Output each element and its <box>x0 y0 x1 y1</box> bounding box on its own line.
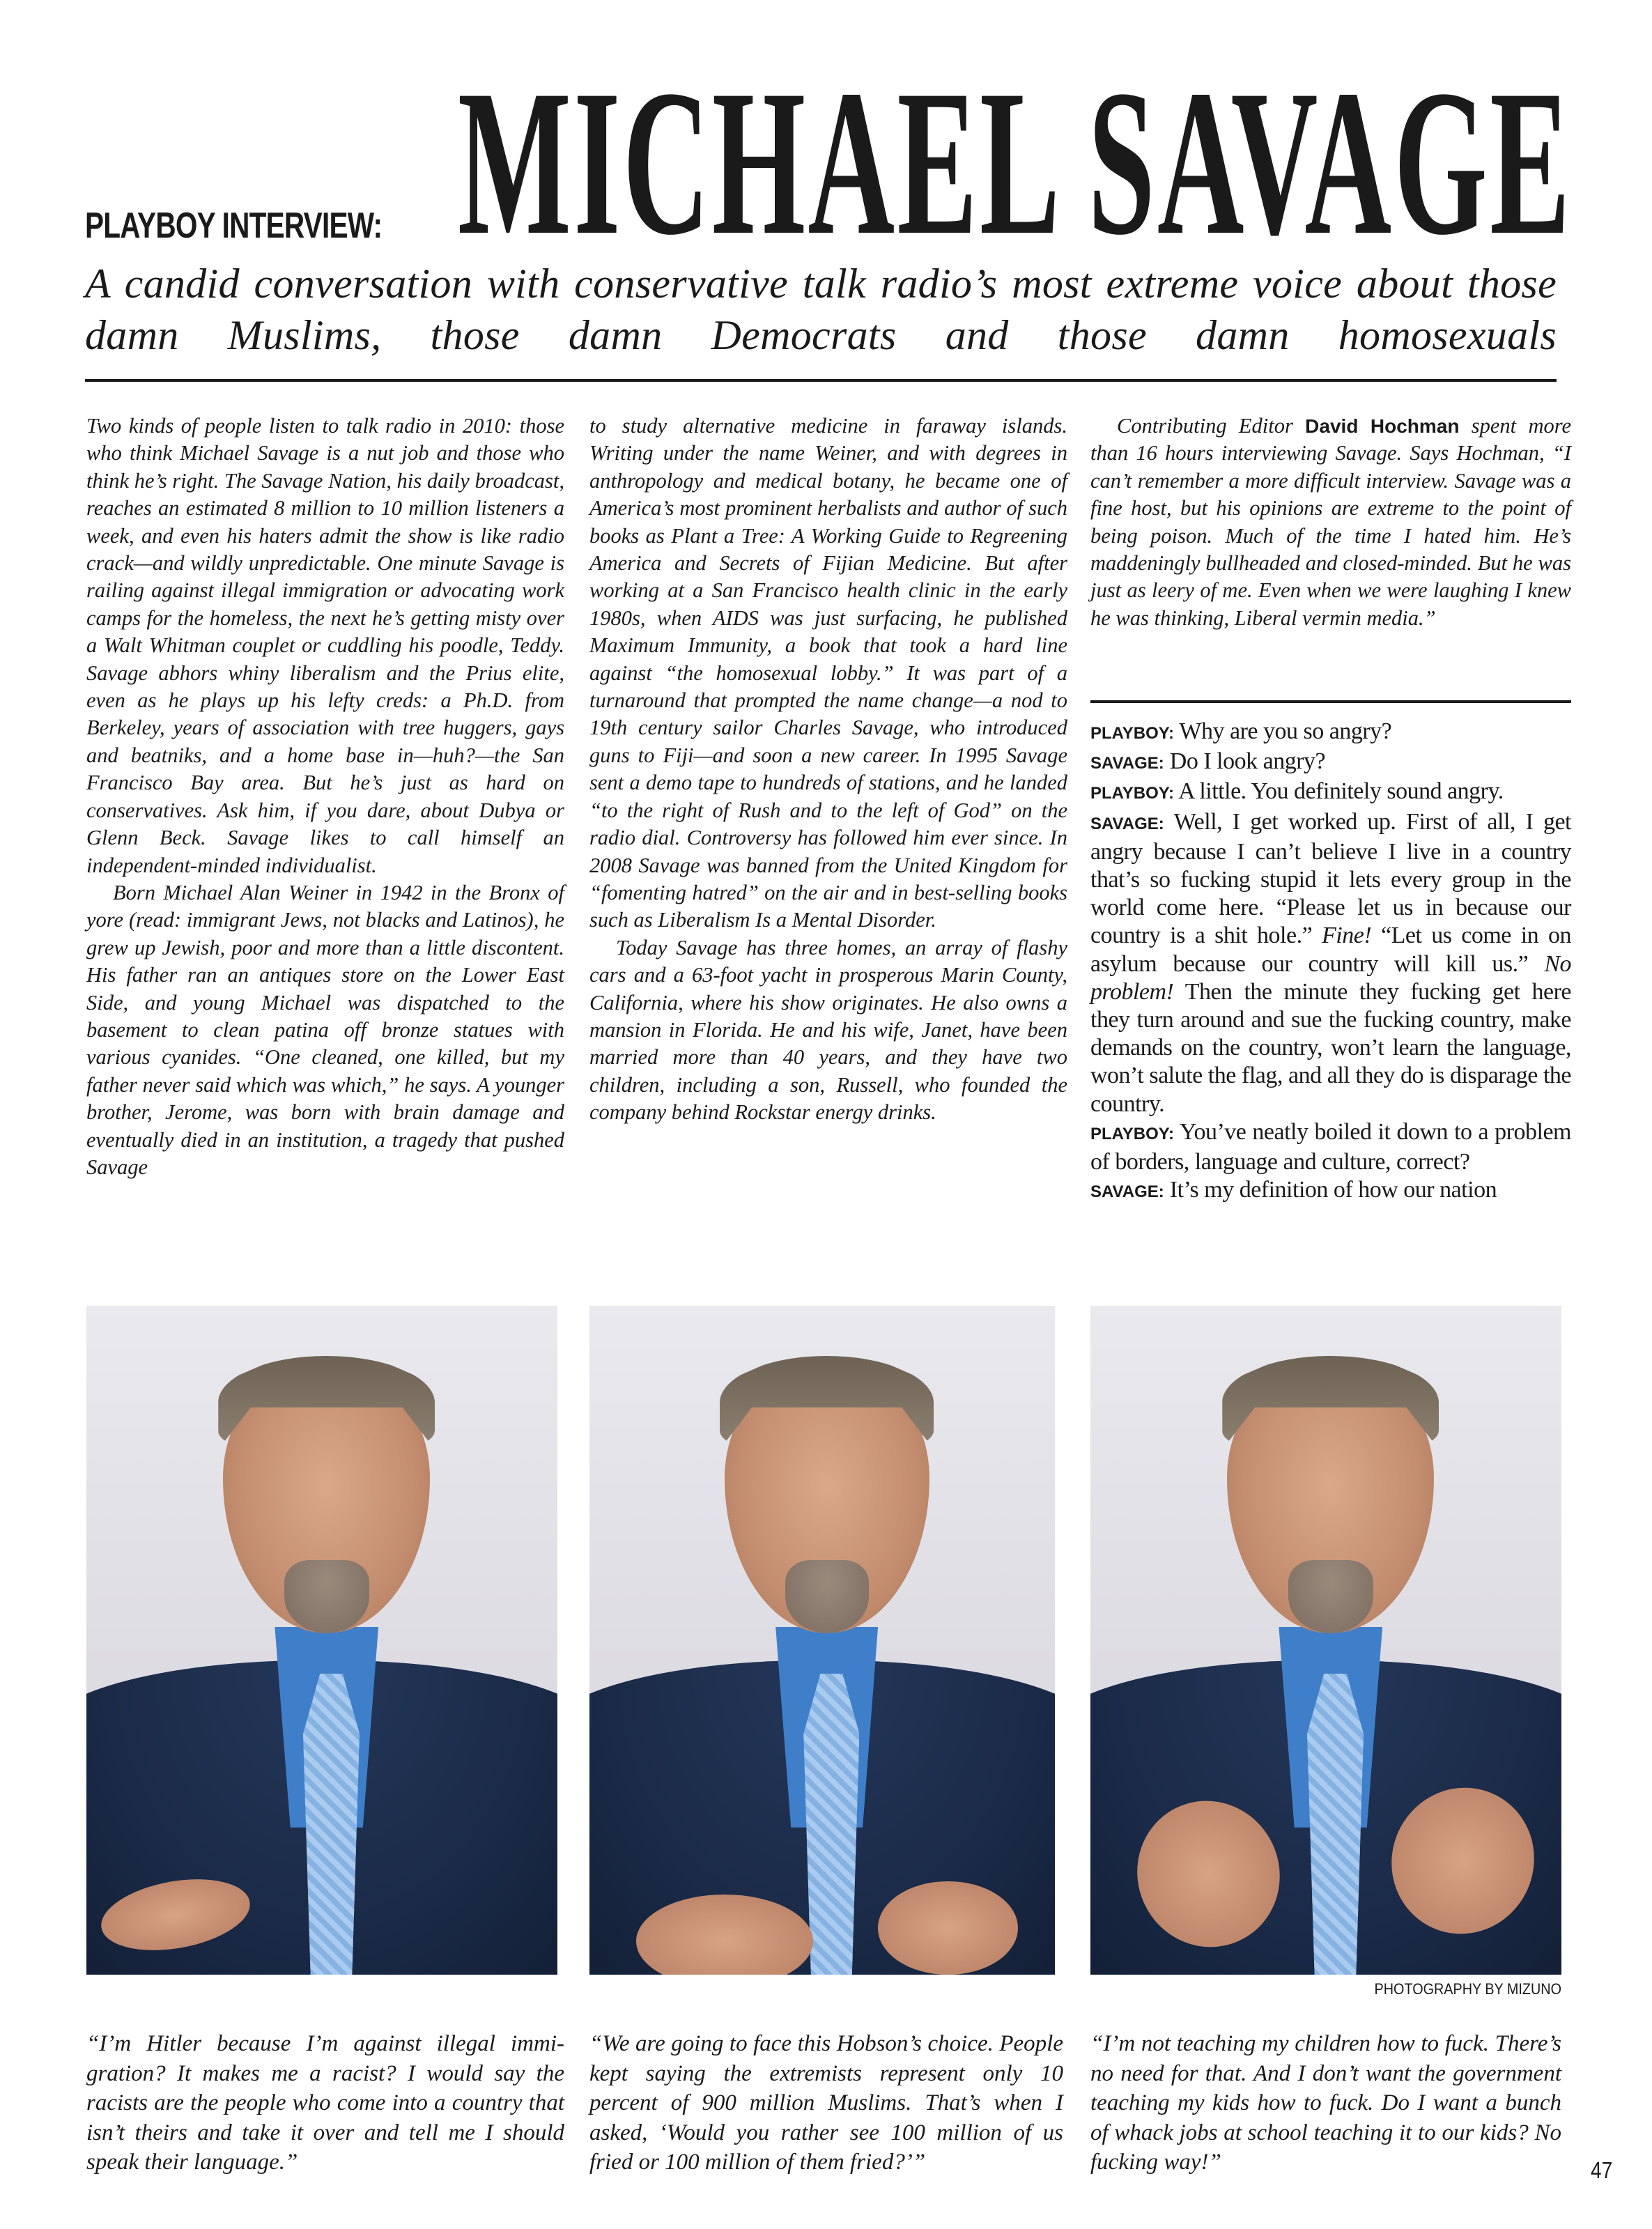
intro-paragraph: Two kinds of people listen to talk radio in 2010: those who think Michael Savage is a nut job and those who think he’s right. The Savage Nation, his daily broadcast, reaches an estimated 8 million to 10 million listeners a week, and even his haters admit the show is like radio crack—and wildly unpredictable. One minute Savage is railing against illegal immigration or advocating work camps for the homeless, the next he’s getting misty over a Walt Whitman couplet or cuddling his poodle, Teddy. Savage abhors whiny liberalism and the Prius elite, even as he plays up his lefty creds: a Ph.D. from Berkeley, years of association with tree huggers, gays and beatniks, and a home base in—huh?—the San Francisco Bay area. But he’s just as hard on conservatives. Ask him, if you dare, about Dubya or Glenn Beck. Savage likes to call himself an independent-minded individualist. <box>86 414 564 877</box>
interview-divider <box>1090 700 1571 703</box>
qa-emphasis: No problem! <box>1090 950 1571 1005</box>
intro-column-3 <box>1090 412 1571 632</box>
qa-text: “Let us come in on asylum because our country will kill us.” <box>1090 923 1571 977</box>
qa-emphasis: Fine! <box>1322 923 1372 949</box>
article-header <box>85 42 1573 278</box>
editor-note-lead: Contributing Editor <box>1117 414 1306 438</box>
qa-line <box>1090 778 1571 808</box>
series-kicker: PLAYBOY INTERVIEW: <box>85 206 383 246</box>
qa-text: Well, I get worked up. First of all, I get angry because I can’t believe I live in a country that’s so fucking stupid it lets every group in the world come here. “Please let us in because our country is a shit hole.” <box>1090 808 1571 949</box>
intro-paragraph: Today Savage has three homes, an array of flashy cars and a 63-foot yacht in prosperous Marin County, California, where his show originates. He also owns a mansion in Florida. He and his wife, Janet, have been married more than 40 years, and they have two children, including a son, Russell, who founded the company behind Rockstar energy drinks. <box>589 935 1067 1125</box>
hand <box>878 1881 1017 1975</box>
qa-text: Do I look angry? <box>1169 748 1326 775</box>
portrait-photo-1 <box>86 1306 557 1975</box>
speaker-label: SAVAGE: <box>1090 814 1164 833</box>
goatee <box>1288 1560 1373 1634</box>
speaker-label: PLAYBOY: <box>1090 724 1175 743</box>
intro-column-2 <box>589 412 1067 1127</box>
qa-line <box>1090 1118 1571 1176</box>
qa-line <box>1090 748 1571 778</box>
pull-quote-1: “I’m Hitler because I’m against illegal immigration? It makes me a racist? I would say the racists are the people who come into a country that isn’t theirs and take it over and tell me I should speak their language.” <box>86 2031 564 2175</box>
editor-note-body: spent more than 16 hours interviewing Savage. Says Hochman, “I can’t remember a more difficult interview. Savage was a fine host, but his opinions are extreme to the point of being poison. Much of the time I hated him. He’s maddeningly bullheaded and closed-minded. But he was just as leery of me. Even when we were laughing I knew he was thinking, Liberal vermin media.” <box>1090 414 1571 630</box>
editor-note <box>1090 412 1571 632</box>
pull-quote-2: “We are going to face this Hobson’s choice. People kept saying the extremists represent only 10 percent of 900 million Muslims. That’s when I asked, ‘Would you rather see 100 million of us fried or 100 million of them fried?’” <box>589 2031 1063 2175</box>
portrait-photo-2 <box>589 1306 1055 1975</box>
page-number: 47 <box>1591 2157 1613 2183</box>
article-deck: A candid conversation with conservative talk radio’s most extreme voice about those damn Muslims, those damn Democrats and those damn homosexuals <box>85 261 1557 358</box>
portrait-photo-3 <box>1090 1306 1561 1975</box>
qa-text: It’s my definition of how our nation <box>1169 1177 1497 1203</box>
goatee <box>284 1560 369 1634</box>
speaker-label: SAVAGE: <box>1090 1182 1164 1202</box>
qa-text: Then the minute they fucking get here they turn around and sue the fucking country, make demands on the country, won’t learn the language, won’t salute the flag, and all they do is disparage the country. <box>1090 978 1571 1117</box>
qa-text: Why are you so angry? <box>1179 718 1392 744</box>
speaker-label: SAVAGE: <box>1090 754 1164 773</box>
speaker-label: PLAYBOY: <box>1090 1124 1175 1143</box>
qa-line <box>1090 1176 1571 1206</box>
article-title: MICHAEL SAVAGE <box>458 47 1573 278</box>
photo-credit: PHOTOGRAPHY BY MIZUNO <box>1374 1980 1561 1998</box>
qa-text: You’ve neatly boiled it down to a problem of borders, language and culture, correct? <box>1090 1118 1571 1175</box>
header-divider <box>85 379 1557 382</box>
necktie <box>1307 1674 1364 1975</box>
qa-line <box>1090 808 1571 1118</box>
interview-transcript <box>1090 718 1571 1206</box>
speaker-label: PLAYBOY: <box>1090 784 1175 803</box>
qa-line <box>1090 718 1571 748</box>
necktie <box>303 1674 360 1975</box>
intro-paragraph: to study alternative medicine in faraway islands. Writing under the name Weiner, and with degrees in anthropology and medical botany, he became one of America’s most prominent herbalists and author of such books as Plant a Tree: A Working Guide to Regreening America and Secrets of Fijian Medicine. But after working at a San Francisco health clinic in the early 1980s, when AIDS was just surfacing, he published Maximum Immunity, a book that took a hard line against “the homosexual lobby.” It was part of a turnaround that prompted the name change—a nod to 19th century sailor Charles Savage, who introduced guns to Fiji—and soon a new career. In 1995 Savage sent a demo tape to hundreds of stations, and he landed “to the right of Rush and to the left of God” on the radio dial. Controversy has followed him ever since. In 2008 Savage was banned from the United Kingdom for “fomenting hatred” on the air and in best-selling books such as Liberalism Is a Mental Disorder. <box>589 414 1067 932</box>
intro-column-1 <box>86 412 564 1181</box>
author-name: David Hochman <box>1305 415 1460 437</box>
intro-paragraph: Born Michael Alan Weiner in 1942 in the Bronx of yore (read: immigrant Jews, not blacks and Latinos), he grew up Jewish, poor and more than a little discontent. His father ran an antiques store on the Lower East Side, and young Michael was dispatched to the basement to clean patina off bronze statues with various cyanides. “One cleaned, one killed, but my father never said which was which,” he says. A younger brother, Jerome, was born with brain damage and eventually died in an institution, a tragedy that pushed Savage <box>86 880 564 1179</box>
necktie <box>803 1674 859 1975</box>
goatee <box>785 1560 869 1634</box>
pull-quote-3: “I’m not teaching my children how to fuck. There’s no need for that. And I don’t want the government teaching my kids how to fuck. Do I want a bunch of whack jobs at school teaching it to our kids? No fucking way!” <box>1090 2031 1561 2175</box>
qa-text: A little. You definitely sound angry. <box>1178 778 1504 805</box>
